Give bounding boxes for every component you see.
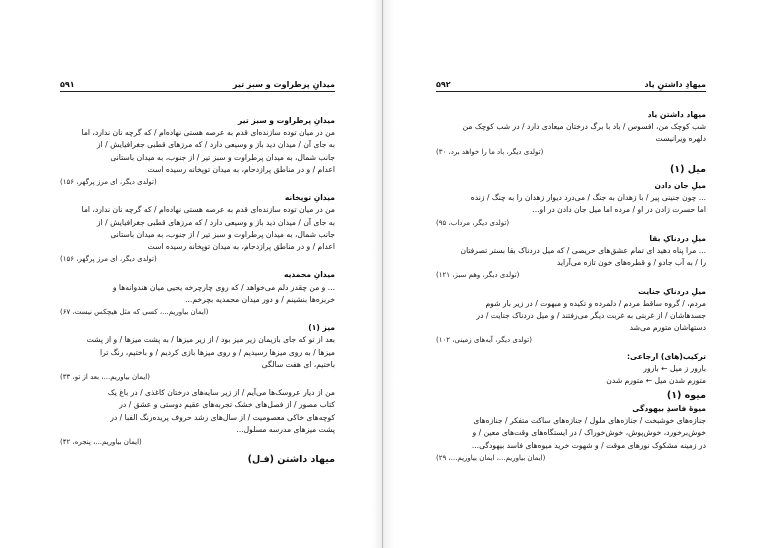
compound-row	[436, 363, 706, 375]
entry-reference: (تولدی دیگر، وهم سبز، ۱۲۱)	[436, 271, 520, 280]
text-line: مردم، / گروه ساقط مردم / دلمرده و تکیده و مبهوت / در زیر بار شوم	[485, 298, 706, 308]
left-page-header	[60, 80, 335, 92]
left-running-title: میدانِ پرطراوت و سبز تیر	[232, 80, 335, 89]
text-line: جنازه‌های خوشبخت / جنازه‌های ملول / جنازه‌های ساکت متفکر / جنازه‌های	[473, 416, 706, 426]
compounds-heading: ترکیب(های) ارجاعی:	[627, 351, 706, 361]
text-line: جانب شمال، به میدان پرطراوت و سبز تیر / از جنوب، به میدان باستانی	[110, 229, 335, 239]
text-line: خربزه‌ها بنشینم / و دور میدان محمدیه بچرخم...	[185, 294, 335, 304]
text-line: در زمینه مشکوک نورهای موقت / و شهوت خرید میوه‌های فاسد بیهودگی...	[471, 440, 706, 450]
arrow-left-icon: ←	[661, 363, 668, 373]
text-line: بعد از تو که جای بازیمان زیر میز بود / از زیر میزها / به پشت میزها / و از پشت	[86, 335, 335, 345]
text-line: ... چون جنینی پیر / با زهدان به جنگ / می‌درد دیوار زهدان را به چنگ / زنده	[470, 193, 706, 203]
entry-heading: میلِ جان دادن	[654, 181, 706, 191]
text-line: کوچه‌های خاکی معصومیت / از سال‌های رشد حروف پریده‌رنگ الفبا / در	[110, 412, 335, 422]
entry-heading: میدانِ توپخانه	[284, 193, 335, 203]
right-text-column	[436, 105, 706, 468]
text-line: ... مرا پناه دهید ای تمام عشق‌های حریصی / که میل دردناک بقا بستر تصرفتان	[460, 246, 706, 256]
entry-heading: میوهٔ فاسدِ بیهودگی	[632, 404, 706, 414]
book-gutter-right	[384, 0, 394, 548]
entry-reference: (تولدی دیگر، مرداب، ۹۵)	[436, 218, 510, 227]
text-line: کتاب مصور / از فصل‌های خشک تجربه‌های عقیم دوستی و عشق / در	[119, 400, 335, 410]
entry-reference: (ایمان بیاوریم...، پنجره، ۴۲)	[60, 438, 142, 447]
entry-reference: (تولدی دیگر، ای مرز پرگهر، ۱۵۶)	[60, 178, 157, 187]
text-line: دستهاشان متورم می‌شد	[629, 323, 706, 333]
book-gutter	[372, 0, 384, 548]
compound-from: بارور ز میل	[669, 363, 706, 373]
entry-reference: (ایمان بیاوریم...، کسی که مثل هیچکس نیست، ۶۷)	[60, 308, 209, 317]
text-line: شب کوچک من، افسوس / باد با برگ درختان میعادی دارد / در شب کوچک من	[462, 122, 706, 132]
entry-reference: (تولدی دیگر، باد ما را خواهد برد، ۳۰)	[436, 147, 544, 156]
entry-reference: (تولدی دیگر، آیه‌های زمینی، ۱۰۲)	[436, 336, 532, 345]
text-line: من از دیار عروسک‌ها می‌آیم / از زیر سایه‌های درختان کاغذی / در باغ یک	[107, 388, 335, 398]
text-line: من در میان توده سازنده‌ای قدم به عرصه هستی نهاده‌ام / که گرچه نان ندارد، اما	[81, 205, 335, 215]
section-heading: میل (۱)	[669, 163, 706, 175]
arrow-left-icon: ←	[645, 375, 653, 385]
text-line: اما حسرت زادن در او / مرده اما میل جان دادن در او...	[532, 205, 706, 215]
right-book-page	[384, 0, 768, 548]
text-line: دلهره ویرانیست	[655, 134, 706, 144]
entry-heading: میدانِ محمدیه	[283, 270, 335, 280]
right-page-number: ۵۹۲	[436, 80, 451, 89]
text-line: خوش‌برخورد، خوش‌پوش، خوش‌خوراک / در ایستگاه‌های وقت‌های معین / و	[472, 428, 706, 438]
entry-reference: (ایمان بیاوریم...، بعد از تو، ۳۳)	[60, 373, 150, 382]
left-book-page	[0, 0, 383, 548]
entry-heading-last: میهاد داشتن (فـ‌ل)	[247, 454, 335, 466]
left-text-column	[60, 111, 335, 466]
text-line: من در میان توده سازنده‌ای قدم به عرصه هستی نهاده‌ام / که گرچه نان ندارد، اما	[81, 128, 335, 138]
section-heading-fruit: میوه (۱)	[666, 389, 706, 401]
text-line: میزها / به روی میزها رسیدیم / و روی میزها بازی کردیم / و باختیم، رنگ ترا	[99, 347, 335, 357]
text-line: پشت میزهای مدرسه مسلول...	[236, 424, 335, 434]
text-line: را / به آب جادو / و قطره‌های خون تازه می‌آراید	[556, 258, 706, 268]
entry-heading: میلِ دردناکِ بقا	[649, 233, 706, 243]
right-running-title: میهادِ داشتنِ یاد	[644, 80, 706, 89]
text-line: باختیم، ای هفت سالگی	[261, 359, 335, 369]
text-line: اعدام / و در مناطق پرازدحام، به میدان توپخانه رسیده است	[147, 164, 335, 174]
entry-heading: میهاد داشتن یاد	[647, 110, 706, 119]
left-page-number: ۵۹۱	[60, 80, 75, 89]
compound-to: بارور	[643, 363, 659, 373]
entry-heading: میز (۱)	[308, 323, 335, 333]
compound-row	[436, 375, 706, 387]
entry-reference: (ایمان بیاوریم...، ایمان بیاوریم...، ۲۹)	[436, 453, 546, 462]
text-line: جانب شمال، به میدان پرطراوت و سبز تیر / از جنوب، به میدان باستانی	[110, 152, 335, 162]
entry-heading: میدانِ پرطراوت و سبز تیر	[238, 116, 335, 125]
text-line: به جای آن / میدان دید باز و وسیعی دارد / که مرزهای قطبی جغرافیایش / از	[96, 140, 335, 150]
entry-reference: (تولدی دیگر، ای مرز پرگهر، ۱۵۶)	[60, 255, 157, 264]
text-line: ... و من چقدر دلم می‌خواهد / که روی چارچرخه یحیی میان هندوانه‌ها و	[112, 282, 335, 292]
text-line: جسدهاشان / از غربتی به غربت دیگر می‌رفتند / و میل دردناک جنایت / در	[476, 311, 706, 321]
text-line: به جای آن / میدان دید باز و وسیعی دارد / که مرزهای قطبی جغرافیایش / از	[96, 217, 335, 227]
compound-to: متورم شدن	[606, 375, 644, 385]
entry-heading: میلِ دردناکِ جنایت	[638, 286, 706, 296]
compound-from: متورم شدن میل	[654, 375, 706, 385]
text-line: اعدام / و در مناطق پرازدحام، به میدان توپخانه رسیده است	[147, 242, 335, 252]
right-page-header	[436, 80, 706, 92]
